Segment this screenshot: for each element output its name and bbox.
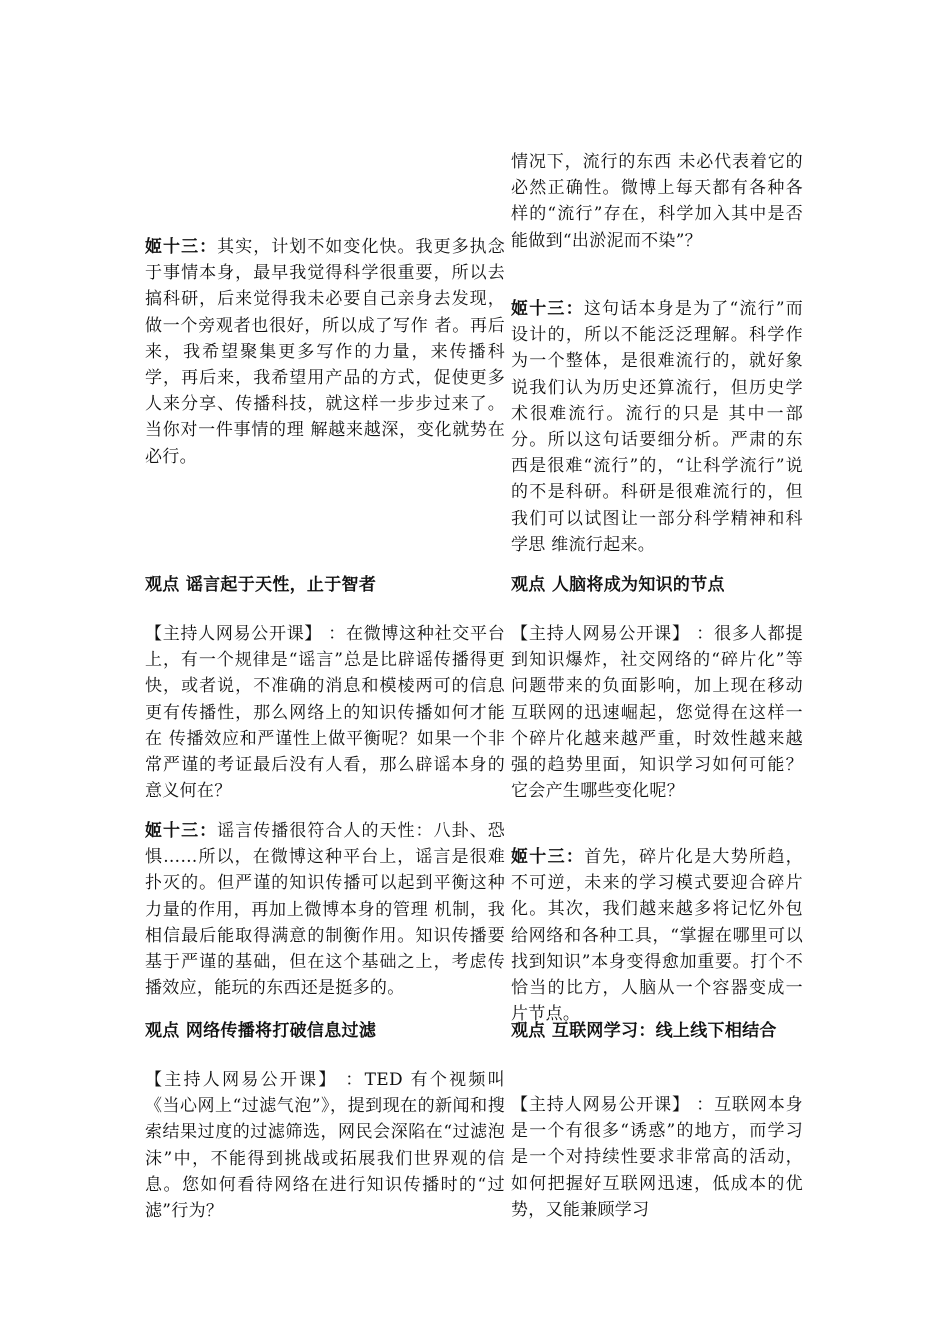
section-heading: 观点 谣言起于天性，止于智者 xyxy=(145,575,377,595)
section-heading: 观点 人脑将成为知识的节点 xyxy=(511,575,725,595)
host-question: 【主持人网易公开课】 ：在微博这种社交平台上，有一个规律是“谣言”总是比辟谣传播得更快，或者说，不准确的消息和模棱两可的信息更有传播性，那么网络上的知识传播如何才能在 传播效应和严谨性上做平衡呢？如果一个非常严谨的考证最后没有人看，那么辟谣本身的意义何在？ xyxy=(145,624,505,802)
answer-paragraph xyxy=(511,844,803,1027)
answer-paragraph xyxy=(145,818,505,1001)
speaker-name: 姬十三： xyxy=(511,847,585,867)
host-question: 【主持人网易公开课】 ：TED 有个视频叫《当心网上“过滤气泡”》，提到现在的新闻和搜索结果过度的过滤筛选，网民会深陷在“过滤泡沫”中，不能得到挑战或拓展我们世界观的信息。您如何看待网络在进行知识传播时的“过滤”行为？ xyxy=(145,1070,505,1222)
speaker-name: 姬十三： xyxy=(145,821,218,841)
question-continuation: 情况下，流行的东西 未必代表着它的必然正确性。微博上每天都有各种各样的“流行”存在，科学加入其中是否能做到“出淤泥而不染”？ xyxy=(511,152,803,251)
speaker-name: 姬十三： xyxy=(145,237,218,257)
answer-text: 谣言传播很符合人的天性：八卦、恐惧……所以，在微博这种平台上，谣言是很难扑灭的。但严谨的知识传播可以起到平衡这种力量的作用，再加上微博本身的管理 机制，我相信最后能取得满意的制衡作用。知识传播要基于严谨的基础，但在这个基础之上，考虑传播效应，能玩的东西还是挺多的。 xyxy=(145,821,505,999)
answer-paragraph xyxy=(511,296,803,558)
answer-text: 其实，计划不如变化快。我更多执念于事情本身，最早我觉得科学很重要，所以去搞科研，后来觉得我未必要自己亲身去发现，做一个旁观者也很好，所以成了写作 者。再后来，我希望聚集更多写作的力量，来传播科学，再后来，我希望用产品的方式，促使更多人来分享、传播科技，就这样一步步过来了。当你对一件事情的理 解越来越深，变化就势在必行。 xyxy=(145,237,505,467)
host-question: 【主持人网易公开课】 ：很多人都提到知识爆炸，社交网络的“碎片化”等问题带来的负面影响，加上现在移动互联网的迅速崛起，您觉得在这样一个碎片化越来越严重，时效性越来越强的趋势里面，知识学习如何可能？它会产生哪些变化呢？ xyxy=(511,624,803,802)
answer-text: 这句话本身是为了“流行”而设计的，所以不能泛泛理解。科学作为一个整体，是很难流行的，就好象说我们认为历史还算流行，但历史学术很难流行。流行的只是 其中一部分。所以这句话要细分析。严肃的东西是很难“流行”的，“让科学流行”说的不是科研。科研是很难流行的，但我们可以试图让一部分科学精神和科学思 维流行起来。 xyxy=(511,299,804,555)
section-heading: 观点 网络传播将打破信息过滤 xyxy=(145,1021,377,1041)
host-question: 【主持人网易公开课】 ：互联网本身是一个有很多“诱惑”的地方，而学习是一个对持续性要求非常高的活动，如何把握好互联网迅速，低成本的优势，又能兼顾学习 xyxy=(511,1095,803,1220)
speaker-name: 姬十三： xyxy=(511,299,584,319)
section-heading: 观点 互联网学习：线上线下相结合 xyxy=(511,1021,777,1041)
answer-paragraph xyxy=(145,234,505,470)
answer-text: 首先，碎片化是大势所趋，不可逆，未来的学习模式要迎合碎片化。其次，我们越来越多将记忆外包给网络和各种工具，“掌握在哪里可以找到知识”本身变得愈加重要。打个不恰当的比方，人脑从一个容器变成一片节点。 xyxy=(511,847,803,1025)
